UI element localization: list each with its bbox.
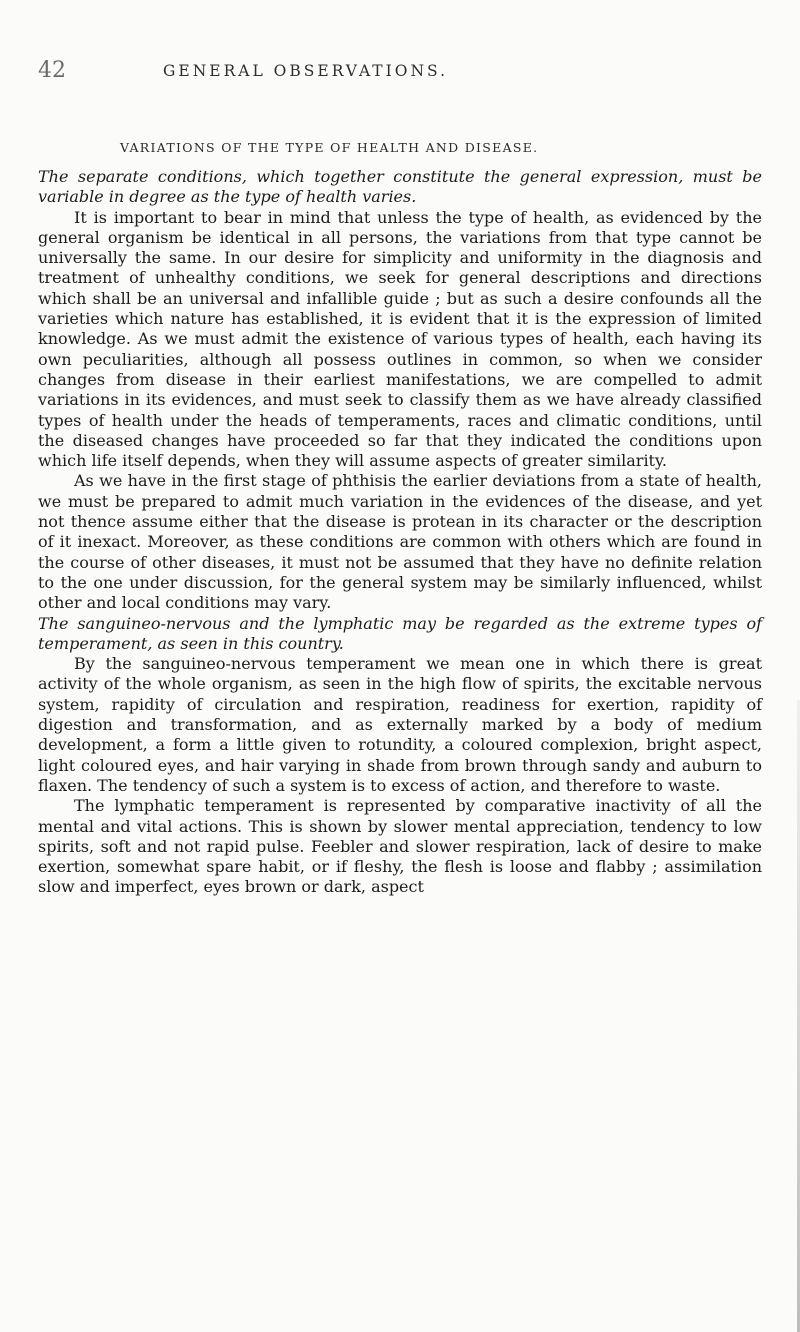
paragraph-phthisis-first-stage: As we have in the first stage of phthisis the earlier deviations from a state of health, we must be prepared to admit much variation in the evidences of the disease, and yet not thence assume either that the disease is protean in its character or the description of it inexact. Moreover, as these conditions are common with others which are found in the course of other diseases, it must not be assumed that they have no definite relation to the one under discussion, for the general system may be similarly influenced, whilst other and local conditions may vary. — [38, 471, 762, 613]
proposition-general-expression: The separate conditions, which together constitute the general expression, must be variable in degree as the type of health varies. — [38, 167, 762, 207]
running-title: GENERAL OBSERVATIONS. — [163, 62, 449, 80]
section-heading: VARIATIONS OF THE TYPE OF HEALTH AND DISEASE. — [120, 140, 539, 155]
proposition-extreme-temperaments: The sanguineo-nervous and the lymphatic may be regarded as the extreme types of temperament, as seen in this country. — [38, 613, 762, 653]
page-number: 42 — [38, 58, 66, 83]
paragraph-type-of-health: It is important to bear in mind that unless the type of health, as evidenced by the general organism be identical in all persons, the variations from that type cannot be universally the same. In our desire for simplicity and uniformity in the diagnosis and treatment of unhealthy conditions, we seek for general descriptions and directions which shall be an universal and infallible guide ; but as such a desire confounds all the varieties which nature has established, it is evident that it is the expression of limited knowledge. As we must admit the existence of various types of health, each having its own peculiarities, although all possess outlines in common, so when we consider changes from disease in their earliest manifestations, we are compelled to admit variations in its evidences, and must seek to classify them as we have already classified types of health under the heads of temperaments, races and climatic conditions, until the diseased changes have proceeded so far that they indicated the conditions upon which life itself depends, when they will assume aspects of greater similarity. — [38, 207, 762, 471]
running-head — [38, 58, 762, 90]
book-page — [38, 58, 762, 898]
paragraph-sanguineo-nervous: By the sanguineo-nervous temperament we mean one in which there is great activity of the whole organism, as seen in the high flow of spirits, the excitable nervous system, rapidity of circulation and respiration, readiness for exertion, rapidity of digestion and transformation, and as externally marked by a body of medium development, a form a little given to rotundity, a coloured complexion, bright aspect, light coloured eyes, and hair varying in shade from brown through sandy and auburn to flaxen. The tendency of such a system is to excess of action, and therefore to waste. — [38, 654, 762, 795]
paragraph-lymphatic: The lymphatic temperament is represented by comparative inactivity of all the mental and vital actions. This is shown by slower mental appreciation, tendency to low spirits, soft and not rapid pulse. Feebler and slower respiration, lack of desire to make exertion, somewhat spare habit, or if fleshy, the flesh is loose and flabby ; assimilation slow and imperfect, eyes brown or dark, aspect — [38, 796, 762, 897]
